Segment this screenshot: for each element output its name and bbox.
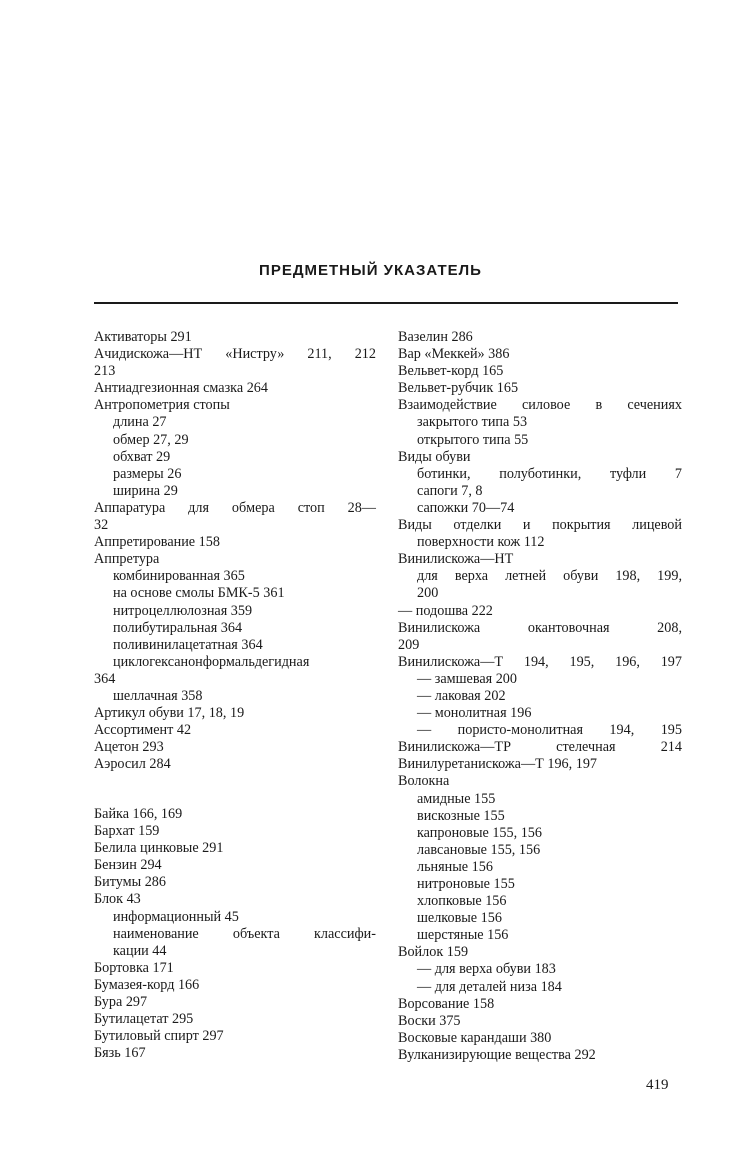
index-entry: вискозные 155 xyxy=(417,807,505,824)
index-entry: кации 44 xyxy=(113,942,167,959)
index-entry: Бортовка 171 xyxy=(94,959,174,976)
index-entry: циклогексанонформальдегидная xyxy=(113,653,310,670)
page-number: 419 xyxy=(646,1077,669,1093)
index-column-right xyxy=(398,329,682,1064)
index-entry: Виды отделки и покрытия лицевой xyxy=(398,517,682,534)
index-entry: Аппретура xyxy=(94,551,160,568)
index-entry: — пористо-монолитная 194, 195 xyxy=(417,722,682,739)
index-entry: шеллачная 358 xyxy=(113,687,203,704)
index-entry: Бура 297 xyxy=(94,994,148,1011)
index-entry: Ворсование 158 xyxy=(398,995,495,1012)
index-entry: Ачидискожа—НТ «Нистру» 211, 212 xyxy=(94,346,376,363)
index-entry: Винилуретанискожа—Т 196, 197 xyxy=(398,756,598,773)
index-entry: Аппаратура для обмера стоп 28— xyxy=(94,499,376,516)
index-entry: Ассортимент 42 xyxy=(94,722,192,739)
index-entry: обхват 29 xyxy=(113,448,171,465)
index-entry: Антропометрия стопы xyxy=(94,397,230,414)
index-entry: закрытого типа 53 xyxy=(417,414,528,431)
index-entry: Бутиловый спирт 297 xyxy=(94,1028,224,1045)
index-entry: амидные 155 xyxy=(417,790,496,807)
index-entry: информационный 45 xyxy=(113,908,239,925)
index-entry: полибутиральная 364 xyxy=(113,619,243,636)
index-entry: Бязь 167 xyxy=(94,1045,146,1062)
index-entry: длина 27 xyxy=(113,414,167,431)
index-entry: Взаимодействие силовое в сечениях xyxy=(398,397,682,414)
index-entry: размеры 26 xyxy=(113,465,182,482)
title-rule xyxy=(94,302,678,304)
index-entry: нитроцеллюлозная 359 xyxy=(113,602,253,619)
index-entry: сапожки 70—74 xyxy=(417,499,515,516)
index-entry: Байка 166, 169 xyxy=(94,806,183,822)
index-entry: — подошва 222 xyxy=(398,602,493,619)
index-entry: ширина 29 xyxy=(113,482,178,499)
index-entry: Виды обуви xyxy=(398,448,471,465)
index-column-left-b xyxy=(94,806,376,1062)
index-entry: Антиадгезионная смазка 264 xyxy=(94,380,268,397)
index-entry: — замшевая 200 xyxy=(417,670,517,687)
index-entry: поливинилацетатная 364 xyxy=(113,636,263,653)
index-entry: Войлок 159 xyxy=(398,944,469,961)
index-entry: — лаковая 202 xyxy=(417,687,506,704)
index-entry: Аппретирование 158 xyxy=(94,534,220,551)
index-entry: капроновые 155, 156 xyxy=(417,824,542,841)
index-entry: Винилискожа—ТР стелечная 214 xyxy=(398,739,682,756)
index-entry: шерстяные 156 xyxy=(417,927,509,944)
index-entry: 200 xyxy=(417,585,439,602)
index-entry: для верха летней обуви 198, 199, xyxy=(417,568,682,585)
index-entry: Битумы 286 xyxy=(94,874,166,891)
index-entry: Аэросил 284 xyxy=(94,756,171,773)
index-entry: комбинированная 365 xyxy=(113,568,245,585)
index-entry: 209 xyxy=(398,636,420,653)
index-entry: Белила цинковые 291 xyxy=(94,840,224,857)
index-entry: 364 xyxy=(94,670,116,687)
index-entry: шелковые 156 xyxy=(417,910,502,927)
index-entry: сапоги 7, 8 xyxy=(417,482,483,499)
index-entry: Винилискожа окантовочная 208, xyxy=(398,619,682,636)
index-entry: Вар «Меккей» 386 xyxy=(398,346,510,363)
index-entry: поверхности кож 112 xyxy=(417,534,545,551)
index-column-left-a xyxy=(94,329,376,773)
index-entry: Бензин 294 xyxy=(94,857,162,874)
index-entry: на основе смолы БМК-5 361 xyxy=(113,585,285,602)
index-entry: 32 xyxy=(94,517,109,534)
index-entry: Активаторы 291 xyxy=(94,329,192,345)
index-entry: 213 xyxy=(94,363,116,380)
index-entry: Артикул обуви 17, 18, 19 xyxy=(94,705,245,722)
index-entry: Бархат 159 xyxy=(94,823,160,840)
index-entry: Вазелин 286 xyxy=(398,329,473,345)
page-title: ПРЕДМЕТНЫЙ УКАЗАТЕЛЬ xyxy=(259,262,482,279)
index-entry: — для деталей низа 184 xyxy=(417,978,562,995)
index-entry: Бутилацетат 295 xyxy=(94,1011,194,1028)
index-entry: Вельвет-рубчик 165 xyxy=(398,380,519,397)
index-entry: Восковые карандаши 380 xyxy=(398,1029,552,1046)
index-entry: Ацетон 293 xyxy=(94,739,164,756)
index-entry: лавсановые 155, 156 xyxy=(417,841,541,858)
index-entry: Вулканизирующие вещества 292 xyxy=(398,1046,596,1063)
index-entry: Винилискожа—НТ xyxy=(398,551,514,568)
index-entry: Винилискожа—Т 194, 195, 196, 197 xyxy=(398,653,682,670)
index-entry: обмер 27, 29 xyxy=(113,431,189,448)
index-entry: ботинки, полуботинки, туфли 7 xyxy=(417,465,682,482)
index-entry: Вельвет-корд 165 xyxy=(398,363,504,380)
index-entry: Воски 375 xyxy=(398,1012,461,1029)
index-entry: хлопковые 156 xyxy=(417,893,507,910)
index-entry: льняные 156 xyxy=(417,858,493,875)
index-entry: — для верха обуви 183 xyxy=(417,961,556,978)
index-entry: Волокна xyxy=(398,773,450,790)
index-entry: открытого типа 55 xyxy=(417,431,529,448)
index-entry: Бумазея-корд 166 xyxy=(94,976,200,993)
index-entry: Блок 43 xyxy=(94,891,141,908)
index-entry: — монолитная 196 xyxy=(417,705,532,722)
index-entry: наименование объекта классифи- xyxy=(113,925,376,942)
index-entry: нитроновые 155 xyxy=(417,876,515,892)
